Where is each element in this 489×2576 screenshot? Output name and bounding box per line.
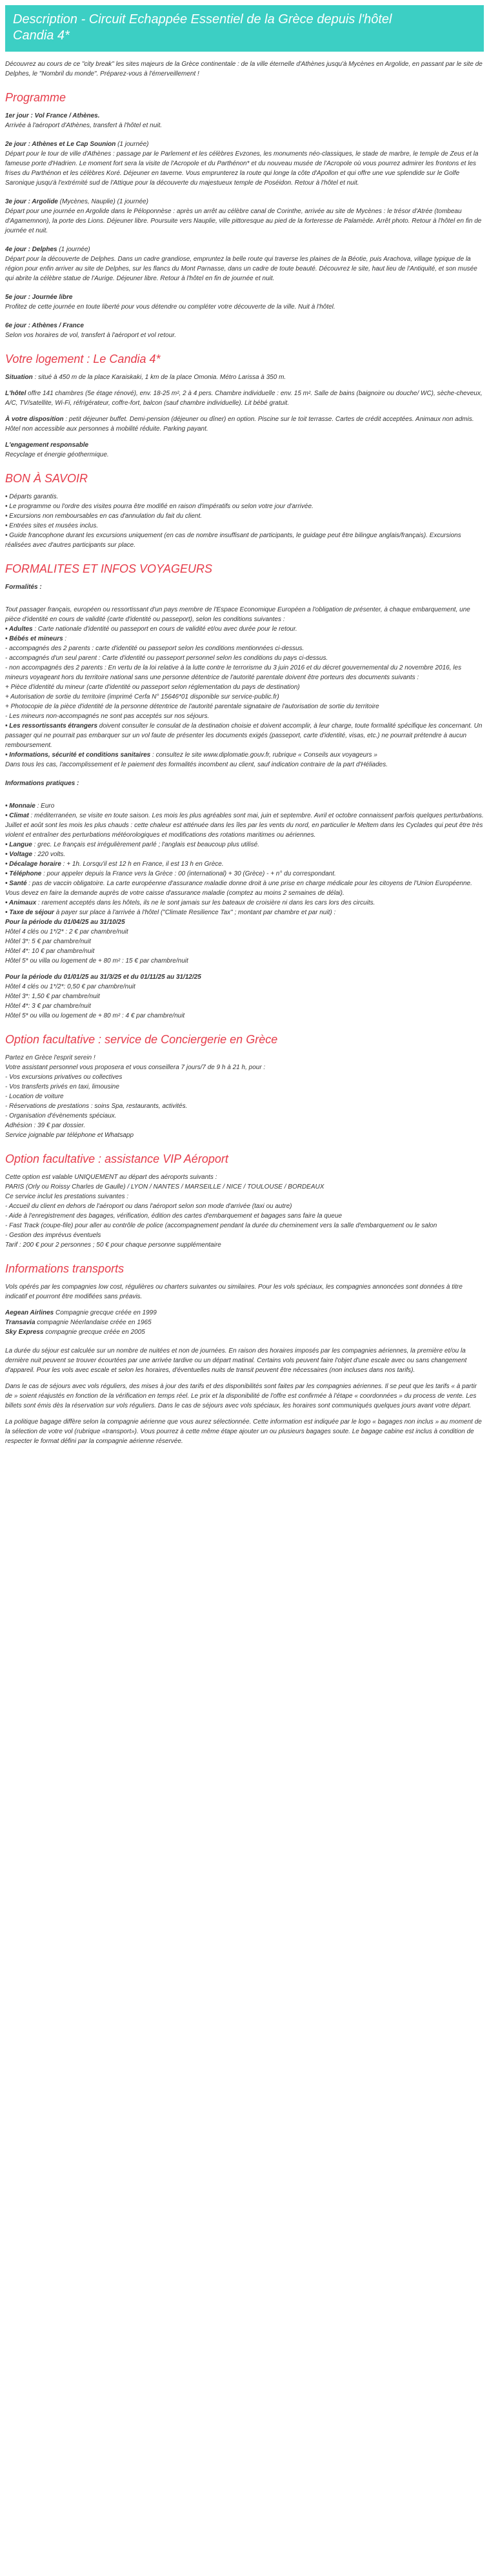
logement-hotel: L'hôtel offre 141 chambres (5e étage rénové), env. 18-25 m², 2 à 4 pers. Chambre individuelle : env. 15 m². Salle de bains (baignoire ou douche/ WC), sèche-cheveux, A/C, TV/satellite, Wi-Fi, réfrigérateur, coffre-fort, balcon (sauf chambre individuelle). Lit bébé gratuit. xyxy=(5,390,483,407)
intro-text: Découvrez au cours de ce "city break" les sites majeurs de la Grèce continentale : de la ville éternelle d'Athènes jusqu'à Mycènes en Argolide, en passant par le site de Delphes, le "Nombril du monde". Préparez-vous à l'émerveillement ! xyxy=(5,61,483,77)
list-item: • Le programme ou l'ordre des visites pourra être modifié en raison d'impératifs ou selon votre jour d'arrivée. xyxy=(5,503,314,510)
day-title: 4e jour : Delphes xyxy=(5,246,57,253)
day-item xyxy=(5,321,484,340)
transports-heading: Informations transports xyxy=(5,1262,125,1275)
logement-situation: Situation : situé à 450 m de la place Karaiskaki, 1 km de la place Omonia. Métro Larissa à 350 m. xyxy=(5,374,286,381)
list-item: • Excursions non remboursables en cas d'annulation du fait du client. xyxy=(5,513,203,520)
list-item: - Location de voiture xyxy=(5,1093,64,1100)
list-item: • Guide francophone durant les excursions uniquement (en cas de nombre insuffisant de participants, le guidage peut être bilingue anglais/français). Excursions réalisées avec d'autres participants sur place. xyxy=(5,532,461,549)
programme-heading: Programme xyxy=(5,91,66,104)
list-item: Partez en Grèce l'esprit serein ! xyxy=(5,1054,95,1061)
list-item: • Entrées sites et musées inclus. xyxy=(5,522,99,529)
list-item: - Les mineurs non-accompagnés ne sont pas acceptés sur nos séjours. xyxy=(5,713,210,720)
day-item xyxy=(5,245,484,283)
list-item: Hôtel 4 clés ou 1*/2* : 2 € par chambre/nuit xyxy=(5,928,128,935)
infos-pratiques-label: Informations pratiques : xyxy=(5,780,79,787)
taxe-periode1-label: Pour la période du 01/04/25 au 31/10/25 xyxy=(5,919,125,926)
conciergerie-heading: Option facultative : service de Conciergerie en Grèce xyxy=(5,1033,278,1046)
info-langue: • Langue : grec. Le français est irrégulièrement parlé ; l'anglais est beaucoup plus utilisé. xyxy=(5,841,259,848)
list-item: - Vos excursions privatives ou collectives xyxy=(5,1074,123,1081)
list-item: • Départs garantis. xyxy=(5,493,59,500)
list-item: Sky Express compagnie grecque créée en 2005 xyxy=(5,1329,145,1336)
day-subtitle: (Mycènes, Nauplie) (1 journée) xyxy=(57,198,148,205)
day-subtitle: (1 journée) xyxy=(57,246,90,253)
list-item: - Vos transferts privés en taxi, limousine xyxy=(5,1083,119,1090)
info-animaux: • Animaux : rarement acceptés dans les hôtels, ils ne le sont jamais sur les bateaux de croisière ni dans les cars lors des circuits. xyxy=(5,899,375,906)
formalites-infos: • Informations, sécurité et conditions sanitaires : consultez le site www.diplomatie.gouv.fr, rubrique « Conseils aux voyageurs » xyxy=(5,751,377,759)
list-item: Hôtel 4*: 10 € par chambre/nuit xyxy=(5,948,95,955)
vip-heading: Option facultative : assistance VIP Aéroport xyxy=(5,1152,228,1165)
day-text: Départ pour la découverte de Delphes. Dans un cadre grandiose, empruntez la belle route qui traverse les plaines de la Béotie, puis Arachova, village typique de la région pour enfin arriver au site de Delphes, sur les flancs du Mont Parnasse, dans un cadre de toute beauté. Découvrez le site, haut lieu de l'Antiquité, et son musée qui abrite la célèbre statue de l'Aurige. Déjeuner libre. Retour à l'hôtel en fin de journée et nuit. xyxy=(5,256,477,282)
list-item: Cette option est valable UNIQUEMENT au départ des aéroports suivants : xyxy=(5,1174,217,1181)
list-item: + Pièce d'identité du mineur (carte d'identité ou passeport selon réglementation du pays de destination) xyxy=(5,684,300,691)
logement-engagement: L'engagement responsable Recyclage et énergie géothermique. xyxy=(5,442,109,458)
list-item: - Aide à l'enregistrement des bagages, vérification, édition des cartes d'embarquement et bagages sans faire la queue xyxy=(5,1212,343,1220)
info-voltage: • Voltage : 220 volts. xyxy=(5,851,66,858)
formalites-body xyxy=(5,605,484,770)
transports-companies xyxy=(5,1308,484,1337)
day-title: 6e jour : Athènes / France xyxy=(5,322,84,329)
transports-bagages: La politique bagage diffère selon la compagnie aérienne que vous aurez sélectionnée. Cette information est indiquée par le logo « bagages non inclus » au moment de la sélection de votre vol (rubrique «transport»). Vous pourrez à cette même étape ajouter un ou plusieurs bagages soute. Le bagage cabine est inclus à condition de respecter le format défini par la compagnie aérienne réservée. xyxy=(5,1418,482,1445)
day-text: Arrivée à l'aéroport d'Athènes, transfert à l'hôtel et nuit. xyxy=(5,122,163,129)
list-item: + Photocopie de la pièce d'identité de la personne détentrice de l'autorité parentale signataire de l'autorisation de sortie du territoire xyxy=(5,703,379,710)
list-item: - accompagnés d'un seul parent : Carte d'identité ou passeport personnel selon les conditions du pays ci-dessus. xyxy=(5,655,328,662)
list-item: Hôtel 4 clés ou 1*/2*: 0,50 € par chambre/nuit xyxy=(5,983,135,990)
formalites-intro: Tout passager français, européen ou ressortissant d'un pays membre de l'Espace Economique Européen a l'obligation de présenter, à chaque embarquement, une pièce d'identité en cours de validité (carte d'identité ou passeport), selon les conditions suivantes : xyxy=(5,606,470,623)
savoir-heading: BON À SAVOIR xyxy=(5,472,88,485)
page xyxy=(5,0,484,1460)
list-item: Ce service inclut les prestations suivantes : xyxy=(5,1193,129,1200)
formalites-bebes: • Bébés et mineurs : xyxy=(5,635,67,642)
list-item: - non accompagnés des 2 parents : En vertu de la loi relative à la lutte contre le terrorisme du 3 juin 2016 et du décret gouvernemental du 2 novembre 2016, les mineurs voyageant hors du territoire national sans une personne détentrice de l'autorité parentale doivent être porteurs des documents suivants : xyxy=(5,664,462,681)
page-title-line2: Candia 4* xyxy=(13,28,70,43)
savoir-list xyxy=(5,492,484,550)
day-title: 3e jour : Argolide xyxy=(5,198,58,205)
info-telephone: • Téléphone : pour appeler depuis la France vers la Grèce : 00 (international) + 30 (Grèce) - + n° du correspondant. xyxy=(5,870,336,877)
transports-duree: La durée du séjour est calculée sur un nombre de nuitées et non de journées. En raison des horaires imposés par les compagnies aériennes, la première et/ou la dernière nuit peuvent se trouver écourtées par une arrivée tardive ou un départ matinal. Certains vols peuvent faire l'objet d'une escale avec ou sans changement d'appareil. Pour les vols avec escale et selon les horaires, d'éventuelles nuits de transit peuvent être nécessaires (non incluses dans nos tarifs). xyxy=(5,1347,467,1374)
transports-tarifs: Dans le cas de séjours avec vols réguliers, des mises à jour des tarifs et des disponibilités sont faites par les compagnies aériennes. Il se peut que les tarifs « à partir de » soient réajustés en fonction de la vérification en temps réel. Le prix et la disponibilité de l'offre est confirmée à l'étape « coordonnées » du process de vente. Les billets sont émis dès la réservation sur vols réguliers. Dans le cas de séjours avec vols spéciaux, les horaires sont communiqués quelques jours avant votre départ. xyxy=(5,1383,477,1409)
day-title: 5e jour : Journée libre xyxy=(5,294,73,301)
list-item: Transavia compagnie Néerlandaise créée en 1965 xyxy=(5,1319,152,1326)
formalites-heading: FORMALITES ET INFOS VOYAGEURS xyxy=(5,562,213,575)
list-item: - Réservations de prestations : soins Spa, restaurants, activités. xyxy=(5,1103,188,1110)
day-text: Départ pour une journée en Argolide dans le Péloponnèse : après un arrêt au célèbre canal de Corinthe, arrivée au site de Mycènes : le trésor d'Atrée (tombeau d'Agamemnon), la porte des Lions. Déjeuner libre. Poursuite vers Nauplie, ville pittoresque au pied de la forteresse de Palamède. Arrêt photo. Retour à l'hôtel en fin de journée et nuit. xyxy=(5,208,482,234)
list-item: Hôtel 5* ou villa ou logement de + 80 m² : 4 € par chambre/nuit xyxy=(5,1012,185,1019)
taxe-periode2-label: Pour la période du 01/01/25 au 31/3/25 et du 01/11/25 au 31/12/25 xyxy=(5,974,201,981)
day-item xyxy=(5,111,484,130)
list-item: - Organisation d'évènements spéciaux. xyxy=(5,1112,117,1119)
page-title-banner xyxy=(5,5,484,52)
list-item: Hôtel 4*: 3 € par chambre/nuit xyxy=(5,1003,91,1010)
list-item: Tarif : 200 € pour 2 personnes ; 50 € pour chaque personne supplémentaire xyxy=(5,1242,221,1249)
list-item: + Autorisation de sortie du territoire (imprimé Cerfa N° 15646*01 disponible sur service-public.fr) xyxy=(5,693,279,700)
programme-days xyxy=(5,111,484,340)
formalites-adultes: • Adultes : Carte nationale d'identité ou passeport en cours de validité et/ou avec durée pour le retour. xyxy=(5,626,297,633)
logement-heading: Votre logement : Le Candia 4* xyxy=(5,353,161,365)
transports-intro: Vols opérés par les compagnies low cost, régulières ou charters suivantes ou similaires. Pour les vols spéciaux, les compagnies annoncées sont données à titre indicatif et pourront être modifiées sans préavis. xyxy=(5,1283,463,1300)
list-item: Adhésion : 39 € par dossier. xyxy=(5,1122,86,1129)
info-monnaie: • Monnaie : Euro xyxy=(5,802,55,810)
page-title-line1: Description - Circuit Echappée Essentiel de la Grèce depuis l'hôtel xyxy=(13,12,392,26)
list-item: - Accueil du client en dehors de l'aéroport ou dans l'aéroport selon son mode d'arrivée (taxi ou autre) xyxy=(5,1203,292,1210)
list-item: Hôtel 3*: 5 € par chambre/nuit xyxy=(5,938,91,945)
vip-body xyxy=(5,1172,484,1250)
list-item: - Gestion des imprévus éventuels xyxy=(5,1232,101,1239)
day-text: Profitez de cette journée en toute liberté pour vous détendre ou compléter votre découverte de la ville. Nuit à l'hôtel. xyxy=(5,303,335,311)
list-item: Hôtel 5* ou villa ou logement de + 80 m² : 15 € par chambre/nuit xyxy=(5,957,188,965)
day-item xyxy=(5,139,484,188)
info-decalage: • Décalage horaire : + 1h. Lorsqu'il est 12 h en France, il est 13 h en Grèce. xyxy=(5,861,224,868)
conciergerie-body xyxy=(5,1053,484,1140)
info-taxe: • Taxe de séjour à payer sur place à l'arrivée à l'hôtel ("Climate Resilience Tax" ; montant par chambre et par nuit) : xyxy=(5,909,336,916)
day-title: 1er jour : Vol France / Athènes. xyxy=(5,112,100,119)
logement-disposition: À votre disposition : petit déjeuner buffet. Demi-pension (déjeuner ou dîner) en option. Piscine sur le toit terrasse. Cartes de crédit acceptées. Animaux non admis. Hôtel non accessible aux personnes à mobilité réduite. Parking payant. xyxy=(5,416,474,433)
infos-pratiques-body xyxy=(5,801,484,1021)
list-item: Aegean Airlines Compagnie grecque créée en 1999 xyxy=(5,1309,157,1316)
formalites-label: Formalités : xyxy=(5,584,42,591)
day-title: 2e jour : Athènes et Le Cap Sounion xyxy=(5,141,116,148)
day-text: Départ pour le tour de ville d'Athènes : passage par le Parlement et les célèbres Evzones, les monuments néo-classiques, le stade de marbre, le temple de Zeus et la fameuse porte d'Hadrien. Le moment fort sera la visite de l'Acropole et du Parthénon* et du nouveau musée de l'Acropole où vous pourrez admirer les frontons et les frises du Parthénon et les célèbres Koré. Déjeuner en taverne. Vous emprunterez la route qui longe la côte d'Apollon et qui offre une vue splendide sur le Golfe Saronique jusqu'à l'extrémité sud de l'Attique pour la découverte du majestueux temple de Poséidon. Retour à l'hôtel et nuit. xyxy=(5,150,479,187)
day-item xyxy=(5,197,484,236)
list-item: - accompagnés des 2 parents : carte d'identité ou passeport selon les conditions mentionnées ci-dessus. xyxy=(5,645,304,652)
list-item: Hôtel 3*: 1,50 € par chambre/nuit xyxy=(5,993,100,1000)
list-item: Service joignable par téléphone et Whatsapp xyxy=(5,1132,134,1139)
list-item: - Fast Track (coupe-file) pour aller au contrôle de police (accompagnement pendant la durée du cheminement vers la salle d'embarquement ou le salon xyxy=(5,1222,437,1229)
info-sante: • Santé : pas de vaccin obligatoire. La carte européenne d'assurance maladie donne droit à une prise en charge médicale pour les citoyens de l'Union Européenne. Vous devez en faire la demande auprès de votre caisse d'assurance maladie (comptez au moins 2 semaines de délai). xyxy=(5,880,472,897)
day-item xyxy=(5,292,484,312)
formalites-etrangers: • Les ressortissants étrangers doivent consulter le consulat de la destination choisie et doivent accomplir, à leur charge, toute formalité spécifique les concernant. Un passager qui ne pourrait pas embarquer sur un vol faute de présenter les documents exigés (passeport, carte d'identité, visas, etc.) ne pourrait prétendre à aucun remboursement. xyxy=(5,722,483,749)
list-item: PARIS (Orly ou Roissy Charles de Gaulle) / LYON / NANTES / MARSEILLE / NICE / TOULOUSE / BORDEAUX xyxy=(5,1183,324,1191)
day-subtitle: (1 journée) xyxy=(115,141,149,148)
info-climat: • Climat : méditerranéen, se visite en toute saison. Les mois les plus agréables sont mai, juin et septembre. Avril et octobre connaissent parfois quelques perturbations. Juillet et août sont les mois les plus chauds : cette chaleur est atténuée dans les îles par les vents du nord, en particulier le Meltem dans les Cyclades qui peut être très violent et entraîner des perturbations météorologiques et modifications des rotations maritimes ou aériennes. xyxy=(5,812,484,839)
formalites-client: Dans tous les cas, l'accomplissement et le paiement des formalités incombent au client, sauf indication contraire de la part d'Héliades. xyxy=(5,761,388,768)
list-item: Votre assistant personnel vous proposera et vous conseillera 7 jours/7 de 9 h à 21 h, pour : xyxy=(5,1064,266,1071)
day-text: Selon vos horaires de vol, transfert à l'aéroport et vol retour. xyxy=(5,332,177,339)
